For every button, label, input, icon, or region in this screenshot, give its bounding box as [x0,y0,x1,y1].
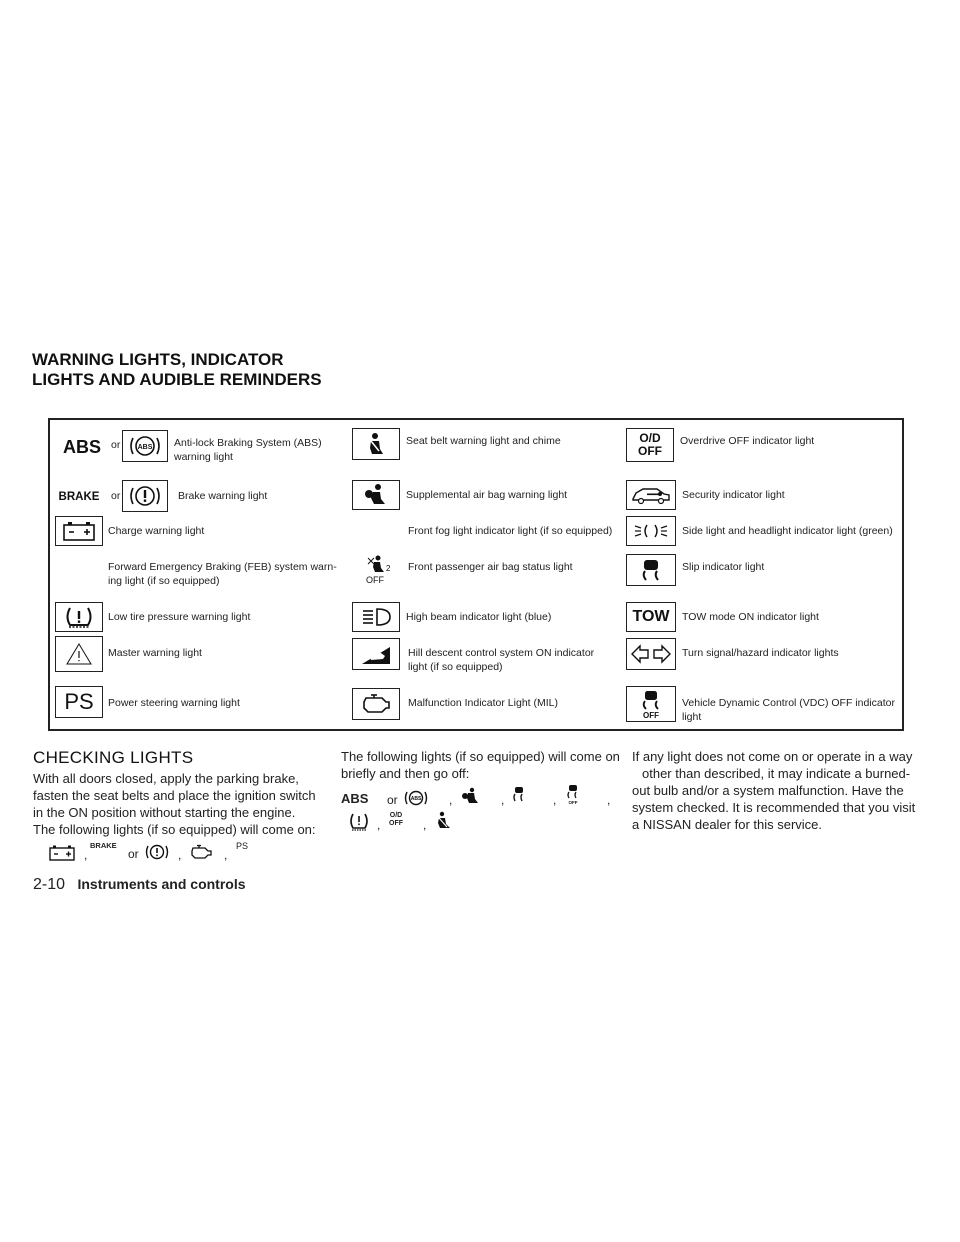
legend-label: Power steering warning light [108,697,240,709]
hill-descent-icon [352,638,400,670]
legend-label: Forward Emergency Braking (FEB) system warn- [108,561,337,573]
battery-icon [48,844,76,862]
high-beam-icon [352,602,400,632]
legend-label-2: light (if so equipped) [408,661,503,673]
comma: , [501,793,505,807]
legend-label: Turn signal/hazard indicator lights [682,647,839,659]
heading-line-1: WARNING LIGHTS, INDICATOR [32,350,284,369]
tire-pressure-icon [55,602,103,632]
od-off-icon: O/D OFF [626,428,674,462]
legend-label: Slip indicator light [682,561,765,573]
vdc-off-icon [563,784,583,806]
legend-label-2: warning light [174,451,233,463]
legend-label: Vehicle Dynamic Control (VDC) OFF indicator [682,697,895,709]
legend-label: Front passenger air bag status light [408,561,573,573]
briefly-on-lights-row-1 [341,790,621,812]
section-title: CHECKING LIGHTS [33,748,194,767]
comma: , [423,818,427,832]
comma: , [377,818,381,832]
legend-label: Hill descent control system ON indicator [408,647,595,659]
svg-text:OFF: OFF [366,575,384,585]
svg-text:OFF: OFF [568,800,578,805]
legend-label: Anti-lock Braking System (ABS) [174,437,322,449]
slip-icon [626,554,676,586]
legend-label: Side light and headlight indicator light (green) [682,525,893,537]
legend-label: High beam indicator light (blue) [406,611,552,623]
od-off-icon: O/D OFF [389,812,403,827]
abs-circle-icon [122,430,168,462]
air-bag-icon [352,480,400,510]
heading-line-2: LIGHTS AND AUDIBLE REMINDERS [32,370,322,389]
brake-text-icon: BRAKE [90,841,117,850]
legend-label: Master warning light [108,647,202,659]
svg-text:ABS: ABS [410,796,422,802]
briefly-on-lights-row-2 [341,814,471,836]
legend-label-2: light [682,711,702,723]
paragraph-1: With all doors closed, apply the parking brake, fasten the seat belts and place the ignition switch in the ON position without starting the engine. The following lights (if so equipped) will come on: [33,771,316,837]
comma: , [84,848,88,862]
brake-exclaim-circle-icon [144,842,170,862]
legend-label: Charge warning light [108,525,205,537]
page-heading [32,350,322,390]
legend-label: Front fog light indicator light (if so equipped) [408,525,613,537]
comma: , [553,793,557,807]
battery-icon [55,516,103,546]
legend-label: Supplemental air bag warning light [406,489,568,501]
air-bag-icon [459,787,481,807]
legend-label-2: ing light (if so equipped) [108,575,220,587]
legend-label: TOW mode ON indicator light [682,611,819,623]
ps-text-icon: PS [236,841,249,851]
page-number: 2-10 [33,876,66,893]
or-label: or [387,793,398,807]
or-label: or [111,490,121,502]
seat-belt-icon [352,428,400,460]
legend-label: Brake warning light [178,490,268,502]
engine-icon [352,688,400,720]
svg-text:2: 2 [386,564,391,573]
tow-text-icon: TOW [626,602,676,632]
come-on-lights-row [48,843,268,865]
comma: , [224,848,228,862]
abs-circle-icon [403,788,429,808]
brake-text-icon: BRAKE [55,482,103,512]
legend-label: Overdrive OFF indicator light [680,435,815,447]
legend-label: Seat belt warning light and chime [406,435,561,447]
car-key-icon [626,480,676,510]
or-label: or [111,439,121,451]
page-footer [33,876,246,894]
legend-label: Low tire pressure warning light [108,611,251,623]
paragraph-2: The following lights (if so equipped) will come on briefly and then go off: [341,749,620,781]
legend-label: Malfunction Indicator Light (MIL) [408,697,558,709]
ps-text-icon: PS [55,686,103,718]
abs-text-icon: ABS [341,791,369,806]
slip-icon [511,786,527,806]
comma: , [449,793,453,807]
master-warning-triangle-icon [55,636,103,672]
tire-pressure-icon [347,812,371,832]
turn-signal-icon [626,638,676,670]
svg-text:ABS: ABS [137,444,153,451]
side-light-icon [626,516,676,546]
comma: , [607,793,611,807]
comma: , [178,848,182,862]
or-label: or [128,847,139,861]
svg-text:OFF: OFF [643,711,659,720]
passenger-airbag-off-icon [352,554,400,586]
abs-text-icon: ABS [59,432,105,462]
warning-lights-legend [48,418,904,731]
brake-exclaim-circle-icon [122,480,168,512]
paragraph-3: If any light does not come on or operate in a way other than described, it may indicate a burned- out bulb and/or a system malfunction. Have the system checked. It is recommended that you visit a NISSAN dealer for this service. [632,749,916,832]
vdc-off-icon [626,686,676,722]
legend-label: Security indicator light [682,489,785,501]
engine-icon [188,843,214,861]
seat-belt-icon [433,811,455,831]
section-name: Instruments and controls [77,876,246,892]
